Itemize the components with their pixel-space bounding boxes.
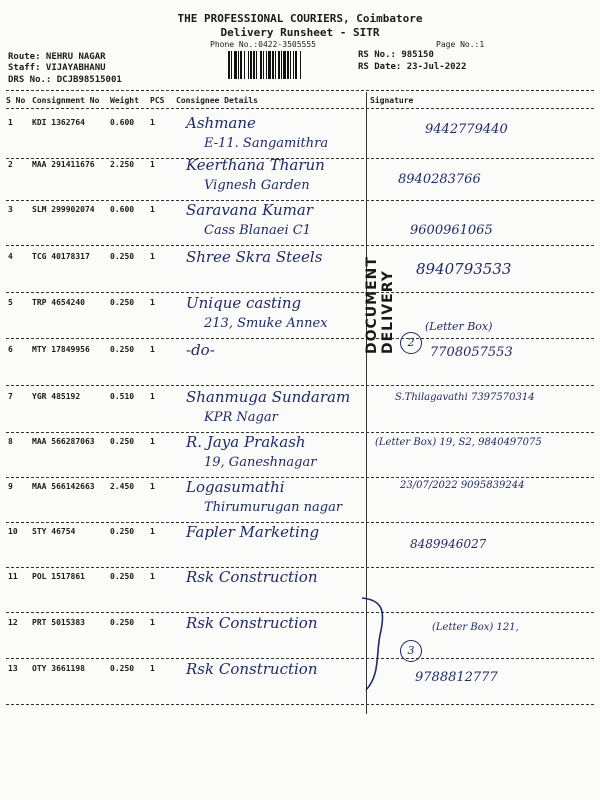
row-consignment-no: MTY 17849956 bbox=[32, 345, 90, 354]
row-pcs: 1 bbox=[150, 572, 155, 581]
row-consignment-no: TRP 4654240 bbox=[32, 298, 85, 307]
row-consignment-no: MAA 566142663 bbox=[32, 482, 95, 491]
row-weight: 0.250 bbox=[110, 437, 135, 446]
row-sno: 1 bbox=[8, 118, 13, 127]
row-consignee-address: Thirumurugan nagar bbox=[204, 500, 343, 515]
row-pcs: 1 bbox=[150, 482, 155, 491]
row-consignee-name: Keerthana Tharun bbox=[186, 156, 325, 174]
row-pcs: 1 bbox=[150, 437, 155, 446]
col-weight: Weight bbox=[110, 96, 139, 105]
row-weight: 0.600 bbox=[110, 205, 135, 214]
row-divider bbox=[6, 245, 594, 246]
row-weight: 0.250 bbox=[110, 345, 135, 354]
row-weight: 0.250 bbox=[110, 298, 135, 307]
row-pcs: 1 bbox=[150, 118, 155, 127]
row-signature: 9788812777 bbox=[415, 670, 498, 685]
document-delivery-stamp bbox=[364, 170, 396, 354]
row-consignee-address: 19, Ganeshnagar bbox=[204, 455, 317, 470]
phone-number: Phone No.:0422-3505555 bbox=[210, 40, 316, 49]
row-consignee-address: E-11. Sangamithra bbox=[204, 136, 329, 151]
row-consignment-no: YGR 485192 bbox=[32, 392, 81, 401]
circled-mark-3: 3 bbox=[400, 640, 422, 662]
row-divider bbox=[6, 477, 594, 478]
row-pcs: 1 bbox=[150, 252, 155, 261]
stamp-text: DOCUMENT DELIVERY bbox=[364, 256, 396, 354]
row-consignment-no: SLM 299902074 bbox=[32, 205, 95, 214]
row-sno: 10 bbox=[8, 527, 18, 536]
row-consignee-name: Logasumathi bbox=[186, 478, 285, 496]
circled-mark-2: 2 bbox=[400, 332, 422, 354]
row-signature: 8489946027 bbox=[410, 537, 487, 551]
staff-label: Staff: VIJAYABHANU bbox=[8, 63, 106, 73]
col-pcs: PCS bbox=[150, 96, 165, 105]
row-consignee-name: Shree Skra Steels bbox=[186, 248, 323, 266]
drs-number: DRS No.: DCJB98515001 bbox=[8, 75, 122, 85]
row-consignee-address: Vignesh Garden bbox=[204, 178, 310, 193]
col-sno: S No bbox=[6, 96, 26, 105]
row-sno: 11 bbox=[8, 572, 18, 581]
row-weight: 0.250 bbox=[110, 572, 135, 581]
rs-date: RS Date: 23-Jul-2022 bbox=[358, 62, 467, 72]
row-signature: S.Thilagavathi 7397570314 bbox=[395, 392, 535, 403]
row-pcs: 1 bbox=[150, 298, 155, 307]
row-sno: 8 bbox=[8, 437, 13, 446]
row-divider bbox=[6, 612, 594, 613]
row-sno: 7 bbox=[8, 392, 13, 401]
row-pcs: 1 bbox=[150, 664, 155, 673]
row-consignee-address: KPR Nagar bbox=[204, 410, 278, 425]
row-consignment-no: OTY 3661198 bbox=[32, 664, 85, 673]
route-label: Route: NEHRU NAGAR bbox=[8, 52, 106, 62]
row-consignment-no: MAA 291411676 bbox=[32, 160, 95, 169]
grouping-brace bbox=[356, 590, 396, 700]
row-pcs: 1 bbox=[150, 392, 155, 401]
divider bbox=[6, 90, 594, 91]
row-signature: (Letter Box) 19, S2, 9840497075 bbox=[375, 437, 542, 448]
row-divider bbox=[6, 385, 594, 386]
row-sno: 3 bbox=[8, 205, 13, 214]
row-consignee-name: Ashmane bbox=[186, 114, 256, 132]
row-sno: 6 bbox=[8, 345, 13, 354]
row-consignment-no: KDI 1362764 bbox=[32, 118, 85, 127]
row-weight: 2.250 bbox=[110, 160, 135, 169]
row-weight: 2.450 bbox=[110, 482, 135, 491]
row-consignee-address: Cass Blanaei C1 bbox=[204, 223, 311, 238]
row-pcs: 1 bbox=[150, 345, 155, 354]
row-divider bbox=[6, 658, 594, 659]
row-pcs: 1 bbox=[150, 205, 155, 214]
row-weight: 0.250 bbox=[110, 664, 135, 673]
row-consignee-name: Saravana Kumar bbox=[186, 201, 313, 219]
row-divider bbox=[6, 338, 594, 339]
row-pcs: 1 bbox=[150, 160, 155, 169]
row-consignee-name: Unique casting bbox=[186, 294, 302, 312]
divider bbox=[6, 108, 594, 109]
row-consignment-no: STY 46754 bbox=[32, 527, 76, 536]
row-consignee-name: R. Jaya Prakash bbox=[186, 433, 306, 451]
row-consignment-no: TCG 40178317 bbox=[32, 252, 90, 261]
row-sno: 5 bbox=[8, 298, 13, 307]
row-signature: 9600961065 bbox=[410, 223, 493, 238]
row-weight: 0.510 bbox=[110, 392, 135, 401]
runsheet-title: Delivery Runsheet - SITR bbox=[220, 26, 380, 39]
row-sno: 4 bbox=[8, 252, 13, 261]
row-signature: 9442779440 bbox=[425, 122, 508, 137]
row-sno: 9 bbox=[8, 482, 13, 491]
row-consignee-name: Rsk Construction bbox=[186, 614, 318, 632]
rs-number: RS No.: 985150 bbox=[358, 50, 434, 60]
row-divider bbox=[6, 292, 594, 293]
row-weight: 0.250 bbox=[110, 527, 135, 536]
row-signature: 23/07/2022 9095839244 bbox=[400, 480, 525, 491]
row-signature: (Letter Box) bbox=[425, 320, 493, 333]
row-consignment-no: POL 1517861 bbox=[32, 572, 85, 581]
row-weight: 0.250 bbox=[110, 252, 135, 261]
row-sno: 12 bbox=[8, 618, 18, 627]
row-signature: (Letter Box) 121, bbox=[432, 622, 519, 633]
row-weight: 0.250 bbox=[110, 618, 135, 627]
row-pcs: 1 bbox=[150, 527, 155, 536]
row-weight: 0.600 bbox=[110, 118, 135, 127]
row-signature: 8940283766 bbox=[398, 172, 481, 187]
company-name: THE PROFESSIONAL COURIERS, Coimbatore bbox=[177, 12, 423, 25]
row-consignee-name: -do- bbox=[186, 341, 215, 359]
row-sno: 13 bbox=[8, 664, 18, 673]
row-pcs: 1 bbox=[150, 618, 155, 627]
barcode bbox=[227, 51, 349, 79]
row-divider bbox=[6, 704, 594, 705]
row-consignee-name: Rsk Construction bbox=[186, 568, 318, 586]
row-consignee-name: Rsk Construction bbox=[186, 660, 318, 678]
row-signature: 7708057553 bbox=[430, 345, 513, 360]
col-consignment: Consignment No bbox=[32, 96, 100, 105]
col-signature: Signature bbox=[370, 96, 414, 105]
row-consignee-name: Shanmuga Sundaram bbox=[186, 388, 351, 406]
col-consignee: Consignee Details bbox=[176, 96, 258, 105]
row-consignment-no: PRT 5015383 bbox=[32, 618, 85, 627]
row-consignee-address: 213, Smuke Annex bbox=[204, 316, 328, 331]
page-number: Page No.:1 bbox=[436, 40, 485, 49]
row-consignee-name: Fapler Marketing bbox=[186, 523, 320, 541]
row-consignment-no: MAA 566287063 bbox=[32, 437, 95, 446]
row-sno: 2 bbox=[8, 160, 13, 169]
row-signature: 8940793533 bbox=[416, 260, 512, 278]
